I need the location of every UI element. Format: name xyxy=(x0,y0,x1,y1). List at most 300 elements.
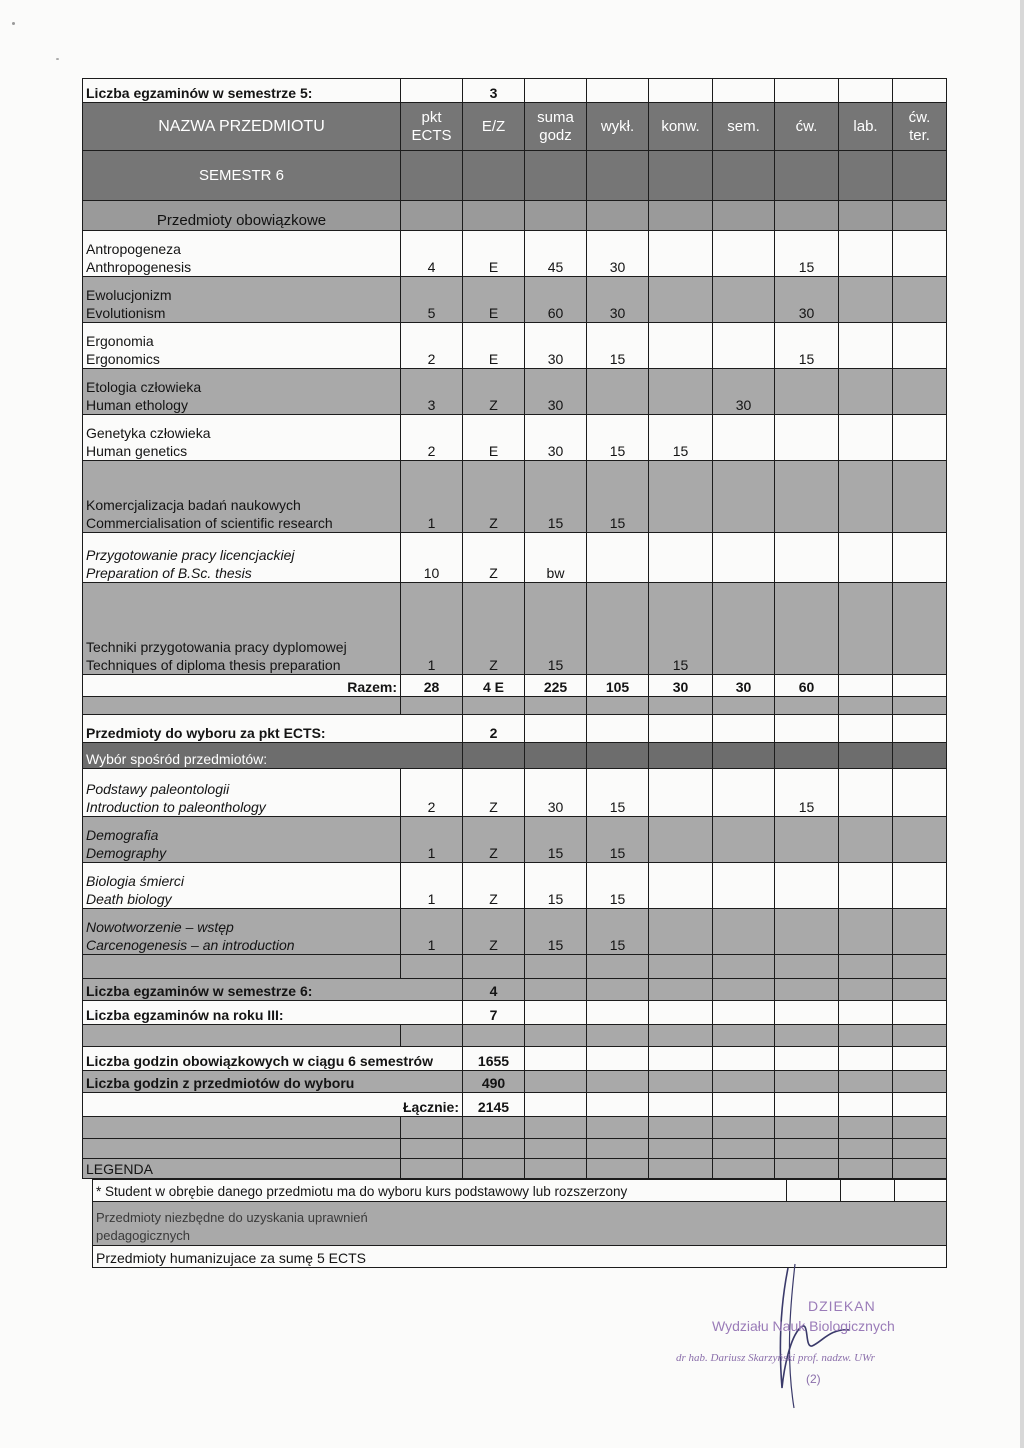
empty-cell xyxy=(83,1025,401,1047)
stamp-faculty: Wydziału Nauk Biologicznych xyxy=(712,1318,895,1334)
value-lab xyxy=(839,583,893,675)
value-suma: bw xyxy=(525,533,587,583)
stamp-number: (2) xyxy=(806,1372,821,1386)
empty-cell xyxy=(525,1047,587,1071)
value-cw: 15 xyxy=(775,769,839,817)
exams-year-label: Liczba egzaminów na roku III: xyxy=(83,1001,463,1025)
empty-cell xyxy=(893,715,947,743)
value-cw: 15 xyxy=(775,323,839,369)
subject-name xyxy=(83,909,401,955)
empty-cell xyxy=(893,1001,947,1025)
col-cwter: ćw. ter. xyxy=(893,103,947,151)
value-sem xyxy=(713,323,775,369)
subject-name xyxy=(83,583,401,675)
spacer-row xyxy=(83,697,947,715)
empty-cell xyxy=(775,1117,839,1139)
empty-cell xyxy=(893,675,947,697)
subject-row xyxy=(83,461,947,533)
legend-note: * Student w obrębie danego przedmiotu ma do wyboru kurs podstawowy lub rozszerzony xyxy=(93,1180,787,1202)
empty-cell xyxy=(713,697,775,715)
subject-name-en: Anthropogenesis xyxy=(86,259,192,275)
empty-cell xyxy=(839,817,893,863)
empty-cell xyxy=(713,817,775,863)
exams-year-row xyxy=(83,1001,947,1025)
empty-cell xyxy=(893,955,947,979)
column-header-row xyxy=(83,103,947,151)
value-wykl: 30 xyxy=(587,277,649,323)
value-lab xyxy=(839,533,893,583)
subject-name xyxy=(83,817,401,863)
empty-cell xyxy=(649,697,713,715)
empty-cell xyxy=(893,1159,947,1179)
hours-elective-row xyxy=(83,1071,947,1093)
empty-cell xyxy=(713,1093,775,1117)
col-ez: E/Z xyxy=(463,103,525,151)
value-suma: 30 xyxy=(525,323,587,369)
spacer-row xyxy=(83,1139,947,1159)
value-ez: Z xyxy=(463,533,525,583)
signature xyxy=(760,1258,960,1418)
empty-cell xyxy=(525,1159,587,1179)
legend-row xyxy=(83,1159,947,1179)
subject-row xyxy=(83,583,947,675)
empty-cell xyxy=(775,1001,839,1025)
empty-cell xyxy=(839,1047,893,1071)
col-name: NAZWA PRZEDMIOTU xyxy=(83,103,401,151)
empty-cell xyxy=(649,1093,713,1117)
spacer-row xyxy=(83,1025,947,1047)
subject-name-en: Human ethology xyxy=(86,397,188,413)
exams-sem6-row xyxy=(83,979,947,1001)
empty-cell xyxy=(893,1071,947,1093)
empty-cell xyxy=(713,955,775,979)
exams-year-value: 7 xyxy=(463,1001,525,1025)
empty-cell xyxy=(839,1071,893,1093)
empty-cell xyxy=(587,743,649,769)
elective-row xyxy=(83,817,947,863)
value-cwter xyxy=(893,461,947,533)
empty-cell xyxy=(893,909,947,955)
empty-cell xyxy=(839,1093,893,1117)
value-lab xyxy=(839,231,893,277)
value-ez: E xyxy=(463,323,525,369)
empty-cell xyxy=(649,1025,713,1047)
value-suma: 15 xyxy=(525,461,587,533)
empty-cell xyxy=(587,1025,649,1047)
total-ects: 28 xyxy=(401,675,463,697)
total-sem: 30 xyxy=(713,675,775,697)
empty-cell xyxy=(839,697,893,715)
value-sem xyxy=(713,231,775,277)
subject-name-pl: Antropogeneza xyxy=(86,241,181,257)
subject-name-en: Human genetics xyxy=(86,443,188,459)
empty-cell xyxy=(83,1139,401,1159)
value-wykl: 15 xyxy=(587,909,649,955)
value-ects: 1 xyxy=(401,909,463,955)
empty-cell xyxy=(649,955,713,979)
value-ez: Z xyxy=(463,769,525,817)
elective-row xyxy=(83,769,947,817)
value-konw xyxy=(649,461,713,533)
empty-cell xyxy=(839,743,893,769)
value-cw: 15 xyxy=(775,231,839,277)
main-table xyxy=(82,78,947,1179)
empty-cell xyxy=(587,715,649,743)
value-lab xyxy=(839,461,893,533)
value-sem xyxy=(713,277,775,323)
value-ects: 5 xyxy=(401,277,463,323)
empty-cell xyxy=(401,1159,463,1179)
value-wykl: 15 xyxy=(587,769,649,817)
empty-cell xyxy=(463,955,525,979)
empty-cell xyxy=(775,1025,839,1047)
empty-cell xyxy=(713,1001,775,1025)
empty-cell xyxy=(839,1117,893,1139)
subject-name-pl: Ewolucjonizm xyxy=(86,287,172,303)
value-ez: E xyxy=(463,415,525,461)
value-sem: 30 xyxy=(713,369,775,415)
choose-label: Wybór spośród przedmiotów: xyxy=(83,743,463,769)
empty-cell xyxy=(525,1093,587,1117)
value-cw xyxy=(775,461,839,533)
value-sem xyxy=(713,583,775,675)
empty-cell xyxy=(587,1117,649,1139)
empty-cell xyxy=(713,1139,775,1159)
legend-humanizing: Przedmioty humanizujace za sumę 5 ECTS xyxy=(93,1246,947,1268)
scan-edge xyxy=(1020,0,1024,1448)
empty-cell xyxy=(525,743,587,769)
empty-cell xyxy=(775,1159,839,1179)
value-konw: 15 xyxy=(649,415,713,461)
empty-cell xyxy=(463,1117,525,1139)
subject-name xyxy=(83,277,401,323)
value-sem xyxy=(713,461,775,533)
value-ects: 4 xyxy=(401,231,463,277)
value-cw xyxy=(775,583,839,675)
empty-cell xyxy=(587,1071,649,1093)
hours-total-value: 2145 xyxy=(463,1093,525,1117)
empty-cell xyxy=(775,1047,839,1071)
empty-cell xyxy=(839,769,893,817)
empty-cell xyxy=(649,1159,713,1179)
empty-cell xyxy=(649,715,713,743)
empty-cell xyxy=(401,955,463,979)
empty-cell xyxy=(839,1025,893,1047)
empty-cell xyxy=(713,863,775,909)
value-cw: 30 xyxy=(775,277,839,323)
empty-cell xyxy=(401,1117,463,1139)
value-konw xyxy=(649,533,713,583)
empty-cell xyxy=(401,697,463,715)
spacer-row xyxy=(83,955,947,979)
value-konw xyxy=(649,323,713,369)
empty-cell xyxy=(463,1139,525,1159)
exams-sem6-label: Liczba egzaminów w semestrze 6: xyxy=(83,979,463,1001)
value-wykl xyxy=(587,583,649,675)
empty-cell xyxy=(839,909,893,955)
legend-pedagogical: Przedmioty niezbędne do uzyskania uprawnień pedagogicznych xyxy=(93,1202,947,1246)
total-ez: 4 E xyxy=(463,675,525,697)
subject-name-en: Evolutionism xyxy=(86,305,166,321)
subject-name-pl: Komercjalizacja badań naukowych xyxy=(86,497,301,513)
subject-name-en: Introduction to paleonthology xyxy=(86,799,266,815)
empty-cell xyxy=(713,769,775,817)
totals-label: Razem: xyxy=(83,675,401,697)
col-sem: sem. xyxy=(713,103,775,151)
empty-cell xyxy=(775,715,839,743)
value-cw xyxy=(775,533,839,583)
empty-cell xyxy=(893,1025,947,1047)
value-lab xyxy=(839,323,893,369)
spacer-row xyxy=(83,1117,947,1139)
value-cw xyxy=(775,415,839,461)
empty-cell xyxy=(713,1047,775,1071)
value-wykl xyxy=(587,533,649,583)
empty-cell xyxy=(463,743,525,769)
empty-cell xyxy=(893,769,947,817)
empty-cell xyxy=(775,979,839,1001)
empty-cell xyxy=(893,1139,947,1159)
empty-cell xyxy=(713,979,775,1001)
subject-name-pl: Biologia śmierci xyxy=(86,873,185,889)
value-ects: 2 xyxy=(401,769,463,817)
value-cw xyxy=(775,817,839,863)
subject-row xyxy=(83,533,947,583)
value-wykl: 15 xyxy=(587,461,649,533)
empty-cell xyxy=(649,979,713,1001)
value-suma: 15 xyxy=(525,817,587,863)
subject-row xyxy=(83,415,947,461)
elective-label: Przedmioty do wyboru za pkt ECTS: xyxy=(83,715,463,743)
empty-cell xyxy=(893,743,947,769)
empty-cell xyxy=(893,817,947,863)
empty-cell xyxy=(587,979,649,1001)
elective-row xyxy=(83,909,947,955)
empty-cell xyxy=(775,697,839,715)
scan-speck xyxy=(12,22,15,25)
empty-cell xyxy=(649,1117,713,1139)
subject-name xyxy=(83,769,401,817)
empty-cell xyxy=(525,1071,587,1093)
value-ez: Z xyxy=(463,863,525,909)
subject-name-pl: Przygotowanie pracy licencjackiej xyxy=(86,547,295,563)
value-cwter xyxy=(893,533,947,583)
subject-name-en: Commercialisation of scientific research xyxy=(86,515,333,531)
value-ects: 10 xyxy=(401,533,463,583)
hours-total-label: Łącznie: xyxy=(83,1093,463,1117)
value-suma: 30 xyxy=(525,769,587,817)
value-konw xyxy=(649,369,713,415)
empty-cell xyxy=(649,769,713,817)
value-cwter xyxy=(893,231,947,277)
empty-cell xyxy=(525,715,587,743)
empty-cell xyxy=(401,1025,463,1047)
empty-cell xyxy=(839,675,893,697)
value-ects: 2 xyxy=(401,415,463,461)
empty-cell xyxy=(587,1139,649,1159)
value-suma: 30 xyxy=(525,415,587,461)
subject-name-en: Demography xyxy=(86,845,167,861)
col-lab: lab. xyxy=(839,103,893,151)
hours-mandatory-row xyxy=(83,1047,947,1071)
value-suma: 15 xyxy=(525,909,587,955)
value-cwter xyxy=(893,277,947,323)
hours-elective-label: Liczba godzin z przedmiotów do wyboru xyxy=(83,1071,463,1093)
semester-label: SEMESTR 6 xyxy=(83,151,401,201)
value-cwter xyxy=(893,323,947,369)
empty-cell xyxy=(649,743,713,769)
subject-name xyxy=(83,533,401,583)
value-cw xyxy=(775,909,839,955)
empty-cell xyxy=(83,697,401,715)
empty-cell xyxy=(839,715,893,743)
value-wykl: 15 xyxy=(587,323,649,369)
elective-row xyxy=(83,863,947,909)
subject-name xyxy=(83,461,401,533)
empty-cell xyxy=(463,1025,525,1047)
empty-cell xyxy=(525,955,587,979)
value-ez: Z xyxy=(463,817,525,863)
subject-row xyxy=(83,369,947,415)
empty-cell xyxy=(525,979,587,1001)
legend-note-row xyxy=(93,1180,947,1202)
empty-cell xyxy=(713,1159,775,1179)
value-ects: 1 xyxy=(401,461,463,533)
value-lab xyxy=(839,415,893,461)
empty-cell xyxy=(649,1047,713,1071)
value-wykl: 15 xyxy=(587,863,649,909)
value-sem xyxy=(713,415,775,461)
value-lab xyxy=(839,277,893,323)
elective-value: 2 xyxy=(463,715,525,743)
empty-cell xyxy=(775,743,839,769)
value-ez: Z xyxy=(463,583,525,675)
value-sem xyxy=(713,533,775,583)
value-wykl: 15 xyxy=(587,817,649,863)
total-cw: 60 xyxy=(775,675,839,697)
value-suma: 60 xyxy=(525,277,587,323)
empty-cell xyxy=(649,909,713,955)
empty-cell xyxy=(649,863,713,909)
value-ects: 3 xyxy=(401,369,463,415)
empty-cell xyxy=(713,1025,775,1047)
subject-name-en: Techniques of diploma thesis preparation xyxy=(86,657,341,673)
value-suma: 15 xyxy=(525,583,587,675)
elective-header-row xyxy=(83,715,947,743)
empty-cell xyxy=(893,1117,947,1139)
legend-title: LEGENDA xyxy=(83,1159,401,1179)
value-cwter xyxy=(893,583,947,675)
subject-name xyxy=(83,415,401,461)
empty-cell xyxy=(587,1047,649,1071)
subject-row xyxy=(83,231,947,277)
empty-cell xyxy=(649,1071,713,1093)
empty-cell xyxy=(83,955,401,979)
empty-cell xyxy=(649,1139,713,1159)
stamp-title: DZIEKAN xyxy=(808,1298,876,1314)
value-konw xyxy=(649,231,713,277)
empty-cell xyxy=(587,955,649,979)
value-lab xyxy=(839,369,893,415)
hours-mandatory-label: Liczba godzin obowiązkowych w ciągu 6 semestrów xyxy=(83,1047,463,1071)
value-ects: 1 xyxy=(401,817,463,863)
empty-cell xyxy=(587,1001,649,1025)
empty-cell xyxy=(839,1001,893,1025)
empty-cell xyxy=(525,1117,587,1139)
empty-cell xyxy=(525,1001,587,1025)
empty-cell xyxy=(463,697,525,715)
total-wykl: 105 xyxy=(587,675,649,697)
exams-sem6-value: 4 xyxy=(463,979,525,1001)
subject-name xyxy=(83,323,401,369)
value-konw: 15 xyxy=(649,583,713,675)
total-konw: 30 xyxy=(649,675,713,697)
value-cwter xyxy=(893,369,947,415)
subject-name xyxy=(83,369,401,415)
subject-name-en: Death biology xyxy=(86,891,172,907)
hours-mandatory-value: 1655 xyxy=(463,1047,525,1071)
empty-cell xyxy=(401,1139,463,1159)
scan-speck xyxy=(56,58,59,60)
subject-row xyxy=(83,277,947,323)
empty-cell xyxy=(775,1071,839,1093)
subject-name xyxy=(83,231,401,277)
value-ez: E xyxy=(463,231,525,277)
empty-cell xyxy=(587,697,649,715)
empty-cell xyxy=(587,1159,649,1179)
subject-name-pl: Ergonomia xyxy=(86,333,154,349)
value-cw xyxy=(775,369,839,415)
legend-pedagogical-row xyxy=(93,1202,947,1246)
subject-name-pl: Genetyka człowieka xyxy=(86,425,211,441)
empty-cell xyxy=(525,1139,587,1159)
empty-cell xyxy=(587,1093,649,1117)
empty-cell xyxy=(839,863,893,909)
subject-name-en: Carcenogenesis – an introduction xyxy=(86,937,295,953)
choose-row xyxy=(83,743,947,769)
value-ects: 2 xyxy=(401,323,463,369)
empty-cell xyxy=(839,955,893,979)
mandatory-header-row xyxy=(83,201,947,231)
value-cw xyxy=(775,863,839,909)
subject-row xyxy=(83,323,947,369)
empty-cell xyxy=(893,863,947,909)
subject-name-en: Preparation of B.Sc. thesis xyxy=(86,565,252,581)
mandatory-label: Przedmioty obowiązkowe xyxy=(83,201,401,231)
exams-sem5-label: Liczba egzaminów w semestrze 5: xyxy=(83,79,401,103)
empty-cell xyxy=(463,1159,525,1179)
empty-cell xyxy=(525,1025,587,1047)
empty-cell xyxy=(525,697,587,715)
empty-cell xyxy=(713,743,775,769)
empty-cell xyxy=(83,1117,401,1139)
empty-cell xyxy=(775,1139,839,1159)
empty-cell xyxy=(713,1117,775,1139)
value-suma: 15 xyxy=(525,863,587,909)
stamp-signatory: dr hab. Dariusz Skarzyński prof. nadzw. UWr xyxy=(676,1352,875,1364)
empty-cell xyxy=(893,1047,947,1071)
value-ez: Z xyxy=(463,909,525,955)
empty-cell xyxy=(839,979,893,1001)
value-suma: 45 xyxy=(525,231,587,277)
totals-row xyxy=(83,675,947,697)
value-wykl xyxy=(587,369,649,415)
col-ects: pkt ECTS xyxy=(401,103,463,151)
subject-name-pl: Demografia xyxy=(86,827,159,843)
empty-cell xyxy=(649,817,713,863)
col-suma: suma godz xyxy=(525,103,587,151)
value-wykl: 30 xyxy=(587,231,649,277)
